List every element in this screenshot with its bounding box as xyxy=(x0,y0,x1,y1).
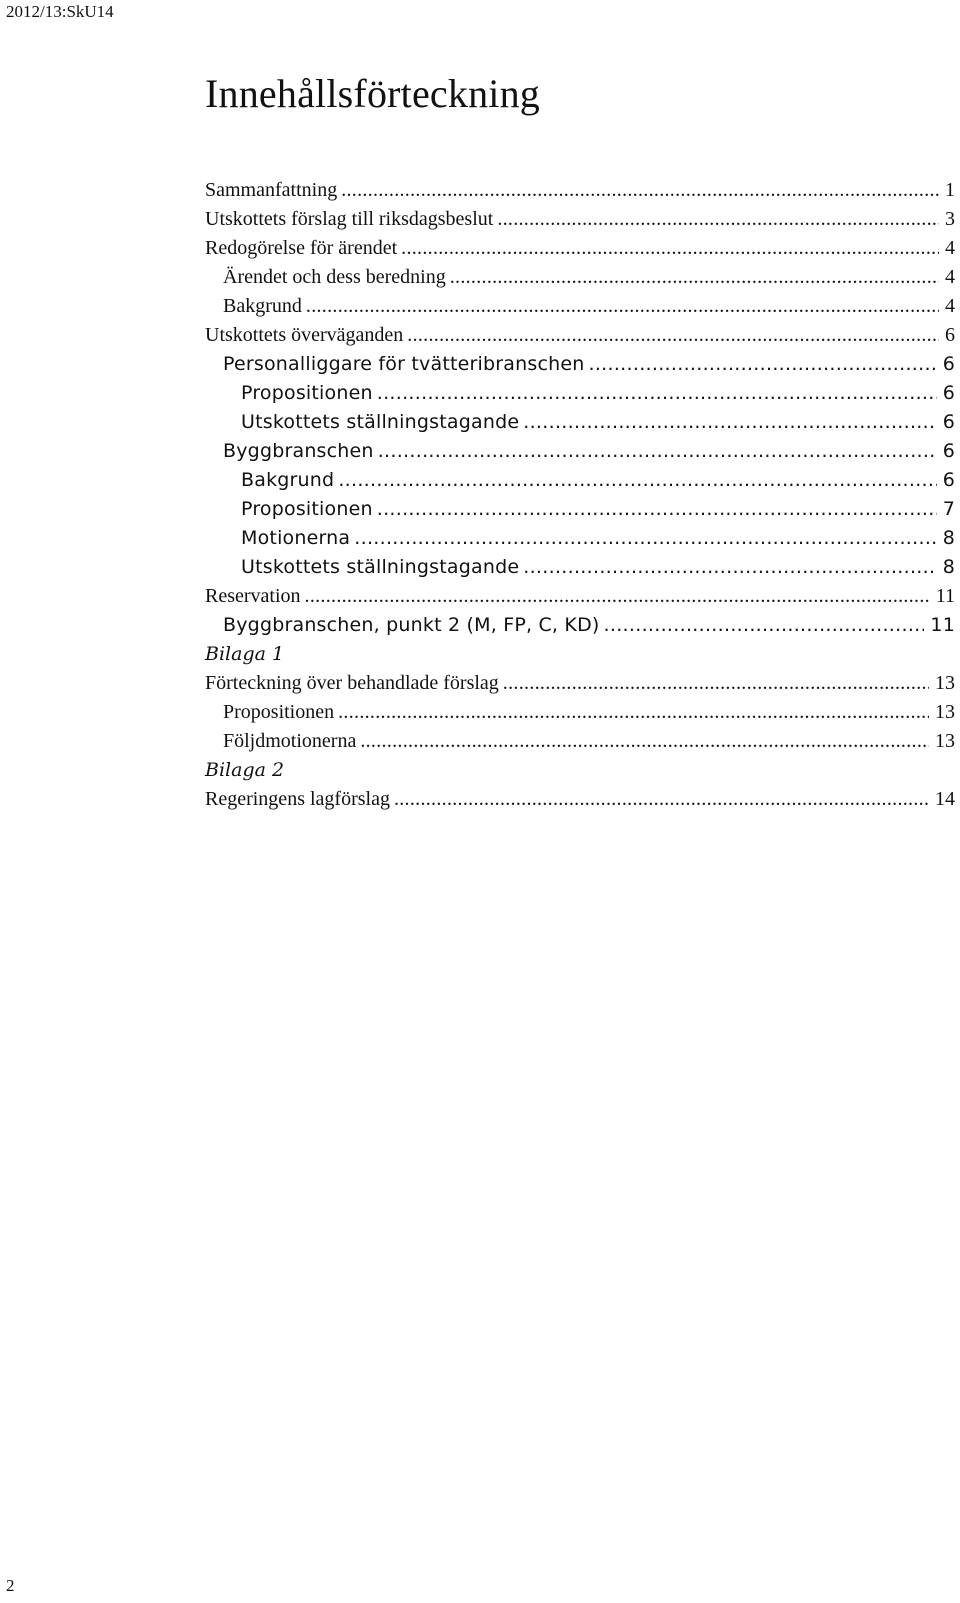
toc-entry[interactable] xyxy=(205,727,955,756)
toc-entry-page: 6 xyxy=(942,469,955,491)
toc-dot-leader xyxy=(377,495,937,524)
toc-entry[interactable] xyxy=(205,263,955,292)
toc-dot-leader xyxy=(394,785,929,814)
toc-entry-label: Regeringens lagförslag xyxy=(205,788,390,810)
toc-entry[interactable] xyxy=(205,350,955,379)
toc-entry-page: 6 xyxy=(942,353,955,375)
toc-entry-label: Byggbranschen, punkt 2 (M, FP, C, KD) xyxy=(223,614,600,636)
page-number: 2 xyxy=(6,1576,15,1595)
toc-dot-leader xyxy=(401,234,939,263)
toc-entry-page: 1 xyxy=(945,179,955,201)
toc-entry[interactable] xyxy=(205,379,955,408)
toc-entry[interactable] xyxy=(205,698,955,727)
toc-entry-label: Utskottets förslag till riksdagsbeslut xyxy=(205,208,494,230)
toc-dot-leader xyxy=(341,176,939,205)
toc-entry-page: 11 xyxy=(930,614,955,636)
toc-entry-label: Redogörelse för ärendet xyxy=(205,237,398,259)
toc-entry-label: Propositionen xyxy=(241,382,373,404)
document-id: 2012/13:SkU14 xyxy=(6,2,114,21)
toc-dot-leader xyxy=(523,408,936,437)
toc-entry[interactable] xyxy=(205,466,955,495)
toc-entry-label: Personalliggare för tvätteribranschen xyxy=(223,353,585,375)
toc-entry-page: 8 xyxy=(942,527,955,549)
toc-appendix-heading: Bilaga 2 xyxy=(205,759,285,781)
toc-dot-leader xyxy=(407,321,939,350)
toc-entry-label: Bakgrund xyxy=(223,295,302,317)
toc-dot-leader xyxy=(588,350,936,379)
toc-dot-leader xyxy=(360,727,929,756)
toc-dot-leader xyxy=(523,553,936,582)
toc-dot-leader xyxy=(305,582,930,611)
toc-entry-page: 6 xyxy=(942,411,955,433)
toc-entry-page: 13 xyxy=(935,701,955,723)
toc-entry[interactable] xyxy=(205,669,955,698)
toc-entry[interactable] xyxy=(205,176,955,205)
toc-dot-leader xyxy=(377,379,937,408)
toc-entry-page: 11 xyxy=(935,585,955,607)
toc-entry[interactable] xyxy=(205,234,955,263)
toc-entry-label: Följdmotionerna xyxy=(223,730,357,752)
toc-entry-page: 3 xyxy=(945,208,955,230)
toc-entry[interactable] xyxy=(205,205,955,234)
toc-entry-label: Utskottets ställningstagande xyxy=(241,556,520,578)
toc-entry-page: 8 xyxy=(942,556,955,578)
toc-dot-leader xyxy=(503,669,929,698)
toc-entry[interactable] xyxy=(205,321,955,350)
toc-entry-label: Sammanfattning xyxy=(205,179,338,201)
toc-dot-leader xyxy=(497,205,939,234)
toc-entry-page: 4 xyxy=(945,237,955,259)
toc-entry-label: Ärendet och dess beredning xyxy=(223,266,446,288)
toc-entry[interactable] xyxy=(205,495,955,524)
toc-dot-leader xyxy=(378,437,937,466)
toc-entry-label: Utskottets överväganden xyxy=(205,324,404,346)
toc-entry-page: 13 xyxy=(935,730,955,752)
toc-appendix-heading: Bilaga 1 xyxy=(205,643,285,665)
toc-entry-label: Byggbranschen xyxy=(223,440,374,462)
toc-entry-label: Propositionen xyxy=(223,701,335,723)
toc-entry-page: 13 xyxy=(935,672,955,694)
toc-entry[interactable] xyxy=(205,437,955,466)
toc-entry-label: Motionerna xyxy=(241,527,351,549)
toc-entry-label: Reservation xyxy=(205,585,301,607)
toc-entry-page: 6 xyxy=(945,324,955,346)
toc-dot-leader xyxy=(604,611,925,640)
page-title: Innehållsförteckning xyxy=(205,71,540,116)
toc-entry-page: 4 xyxy=(945,295,955,317)
toc-entry-label: Bakgrund xyxy=(241,469,335,491)
toc-entry[interactable] xyxy=(205,292,955,321)
toc-entry[interactable] xyxy=(205,524,955,553)
toc-dot-leader xyxy=(338,698,929,727)
toc-entry[interactable] xyxy=(205,582,955,611)
toc-entry-page: 4 xyxy=(945,266,955,288)
toc-entry-page: 6 xyxy=(942,440,955,462)
toc-dot-leader xyxy=(338,466,936,495)
table-of-contents xyxy=(205,176,955,814)
toc-entry-label: Förteckning över behandlade förslag xyxy=(205,672,499,694)
toc-entry[interactable] xyxy=(205,553,955,582)
toc-entry[interactable] xyxy=(205,408,955,437)
toc-dot-leader xyxy=(450,263,939,292)
toc-entry-page: 14 xyxy=(935,788,955,810)
toc-entry-page: 6 xyxy=(942,382,955,404)
toc-entry[interactable] xyxy=(205,785,955,814)
toc-entry[interactable] xyxy=(205,611,955,640)
toc-entry-label: Utskottets ställningstagande xyxy=(241,411,520,433)
toc-entry-label: Propositionen xyxy=(241,498,373,520)
toc-entry-page: 7 xyxy=(942,498,955,520)
toc-dot-leader xyxy=(354,524,936,553)
toc-dot-leader xyxy=(306,292,939,321)
